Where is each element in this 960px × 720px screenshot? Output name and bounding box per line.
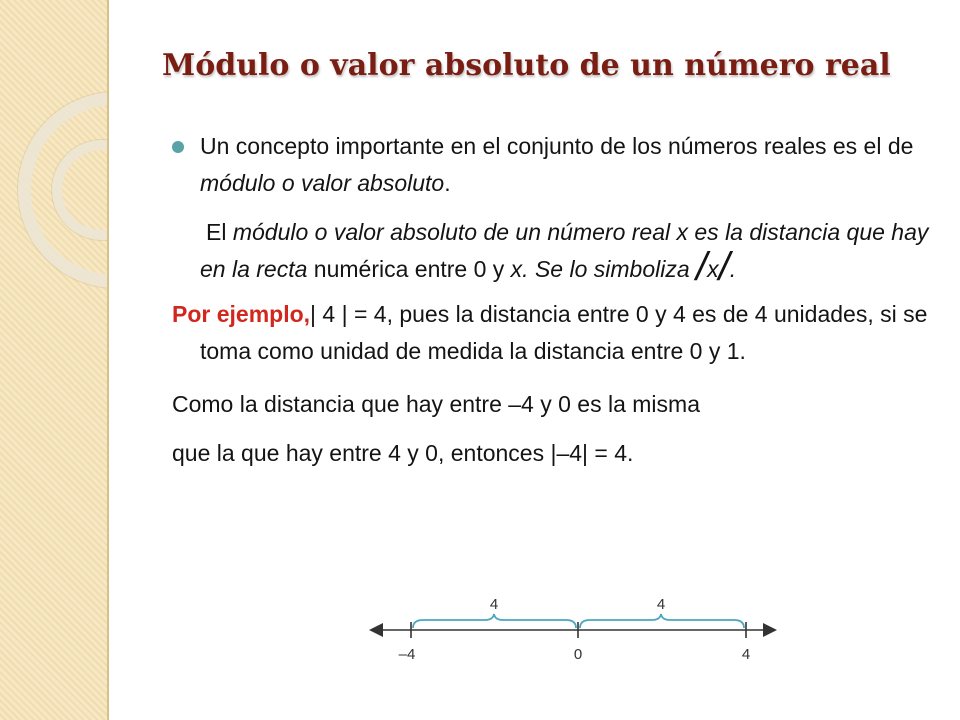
definition-end: . — [729, 256, 737, 282]
definition-text-1: El — [206, 219, 233, 245]
abs-bar-open: / — [696, 245, 708, 289]
bullet-end: . — [444, 170, 451, 196]
definition-emphasis-2: x. Se lo simboliza — [510, 256, 697, 282]
brace-label-left: 4 — [489, 596, 499, 613]
closing-line-2: que la que hay entre 4 y 0, entonces |–4| = 4. — [172, 440, 634, 466]
bullet-emphasis: módulo o valor absoluto — [200, 170, 445, 196]
example-lead: Por ejemplo, — [172, 301, 311, 327]
definition-emphasis: módulo o valor absoluto de un número real x es la distancia que hay en la recta — [200, 219, 929, 282]
definition-paragraph — [172, 214, 942, 288]
brace-left — [413, 614, 576, 628]
example-text: | 4 | = 4, pues la distancia entre 0 y 4 es de 4 unidades, si se toma como unidad de medida la distancia entre 0 y 1. — [200, 301, 928, 364]
closing-line-1: Como la distancia que hay entre –4 y 0 es la misma — [172, 391, 700, 417]
number-line-diagram — [363, 590, 783, 670]
abs-variable: x — [707, 256, 719, 282]
tick-label-4: 4 — [741, 646, 751, 663]
example-paragraph — [172, 296, 942, 370]
brace-right — [580, 614, 744, 628]
bullet-dot-icon — [172, 141, 184, 153]
bullet-paragraph — [172, 128, 942, 202]
slide-title: Módulo o valor absoluto de un número real — [162, 48, 891, 83]
definition-text-2: numérica entre 0 y — [307, 256, 511, 282]
tick-label-minus-4: –4 — [398, 646, 416, 663]
brace-label-right: 4 — [656, 596, 666, 613]
arrow-left-icon — [369, 623, 383, 637]
abs-bar-close: / — [718, 245, 730, 289]
tick-label-0: 0 — [573, 646, 583, 663]
slide-body — [172, 128, 942, 478]
arrow-right-icon — [763, 623, 777, 637]
bullet-text: Un concepto importante en el conjunto de los números reales es el de — [200, 133, 914, 159]
decorative-sidebar — [0, 0, 109, 720]
